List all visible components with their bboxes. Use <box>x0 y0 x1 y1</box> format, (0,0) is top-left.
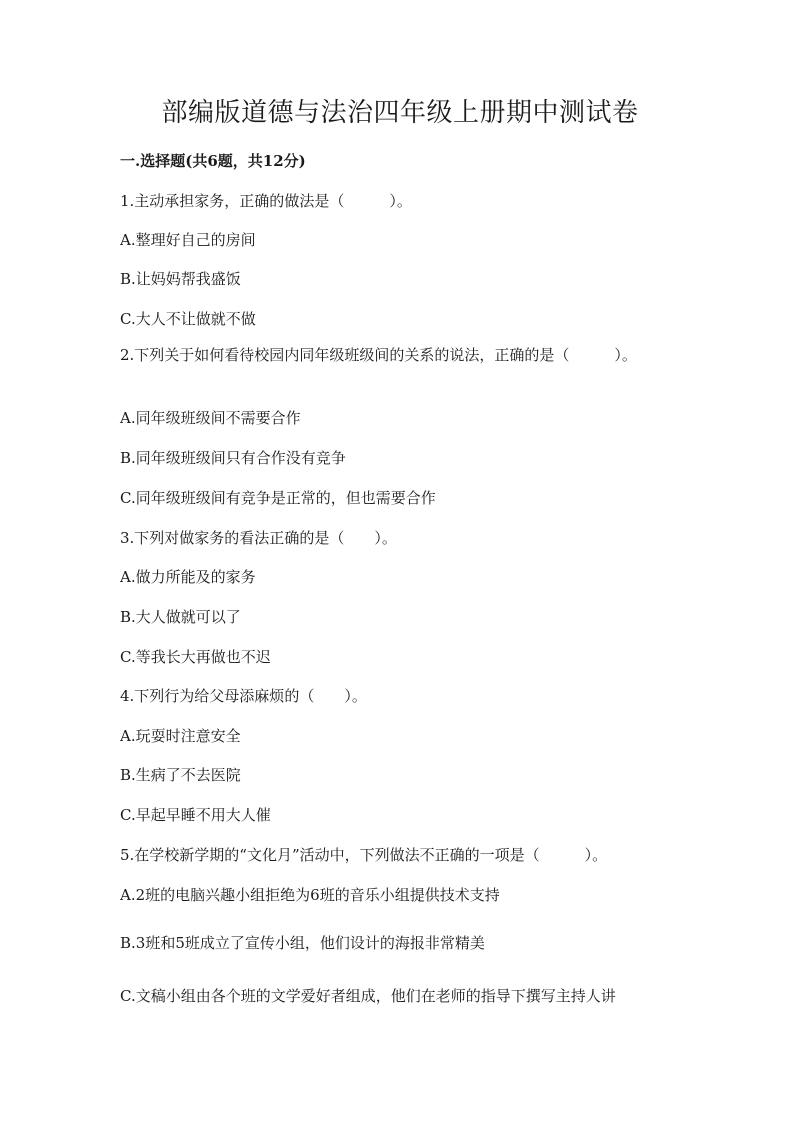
question-5-option-b: B.3班和5班成立了宣传小组，他们设计的海报非常精美 <box>120 934 485 952</box>
question-2-option-c: C.同年级班级间有竞争是正常的，但也需要合作 <box>120 489 436 507</box>
question-3-option-b: B.大人做就可以了 <box>120 608 241 626</box>
question-5-option-a: A.2班的电脑兴趣小组拒绝为6班的音乐小组提供技术支持 <box>120 886 500 904</box>
question-3-stem: 3.下列对做家务的看法正确的是（ ）。 <box>120 529 397 547</box>
question-1-option-b: B.让妈妈帮我盛饭 <box>120 270 241 288</box>
question-2-stem: 2.下列关于如何看待校园内同年级班级间的关系的说法，正确的是（ ）。 <box>120 346 637 364</box>
question-5-option-c: C.文稿小组由各个班的文学爱好者组成，他们在老师的指导下撰写主持人讲 <box>120 987 616 1005</box>
section-heading: 一.选择题(共6题，共12分) <box>120 152 306 170</box>
question-1-option-c: C.大人不让做就不做 <box>120 310 256 328</box>
question-4-option-c: C.早起早睡不用大人催 <box>120 806 271 824</box>
question-1-option-a: A.整理好自己的房间 <box>120 231 256 249</box>
question-4-option-a: A.玩耍时注意安全 <box>120 727 241 745</box>
question-2-option-a: A.同年级班级间不需要合作 <box>120 409 301 427</box>
question-4-stem: 4.下列行为给父母添麻烦的（ ）。 <box>120 687 367 705</box>
question-3-option-c: C.等我长大再做也不迟 <box>120 648 271 666</box>
question-3-option-a: A.做力所能及的家务 <box>120 568 256 586</box>
question-4-option-b: B.生病了不去医院 <box>120 766 241 784</box>
question-2-option-b: B.同年级班级间只有合作没有竞争 <box>120 449 346 467</box>
question-5-stem: 5.在学校新学期的“文化月”活动中，下列做法不正确的一项是（ ）。 <box>120 846 608 864</box>
page-title: 部编版道德与法治四年级上册期中测试卷 <box>161 98 639 128</box>
question-1-stem: 1.主动承担家务，正确的做法是（ ）。 <box>120 192 412 210</box>
